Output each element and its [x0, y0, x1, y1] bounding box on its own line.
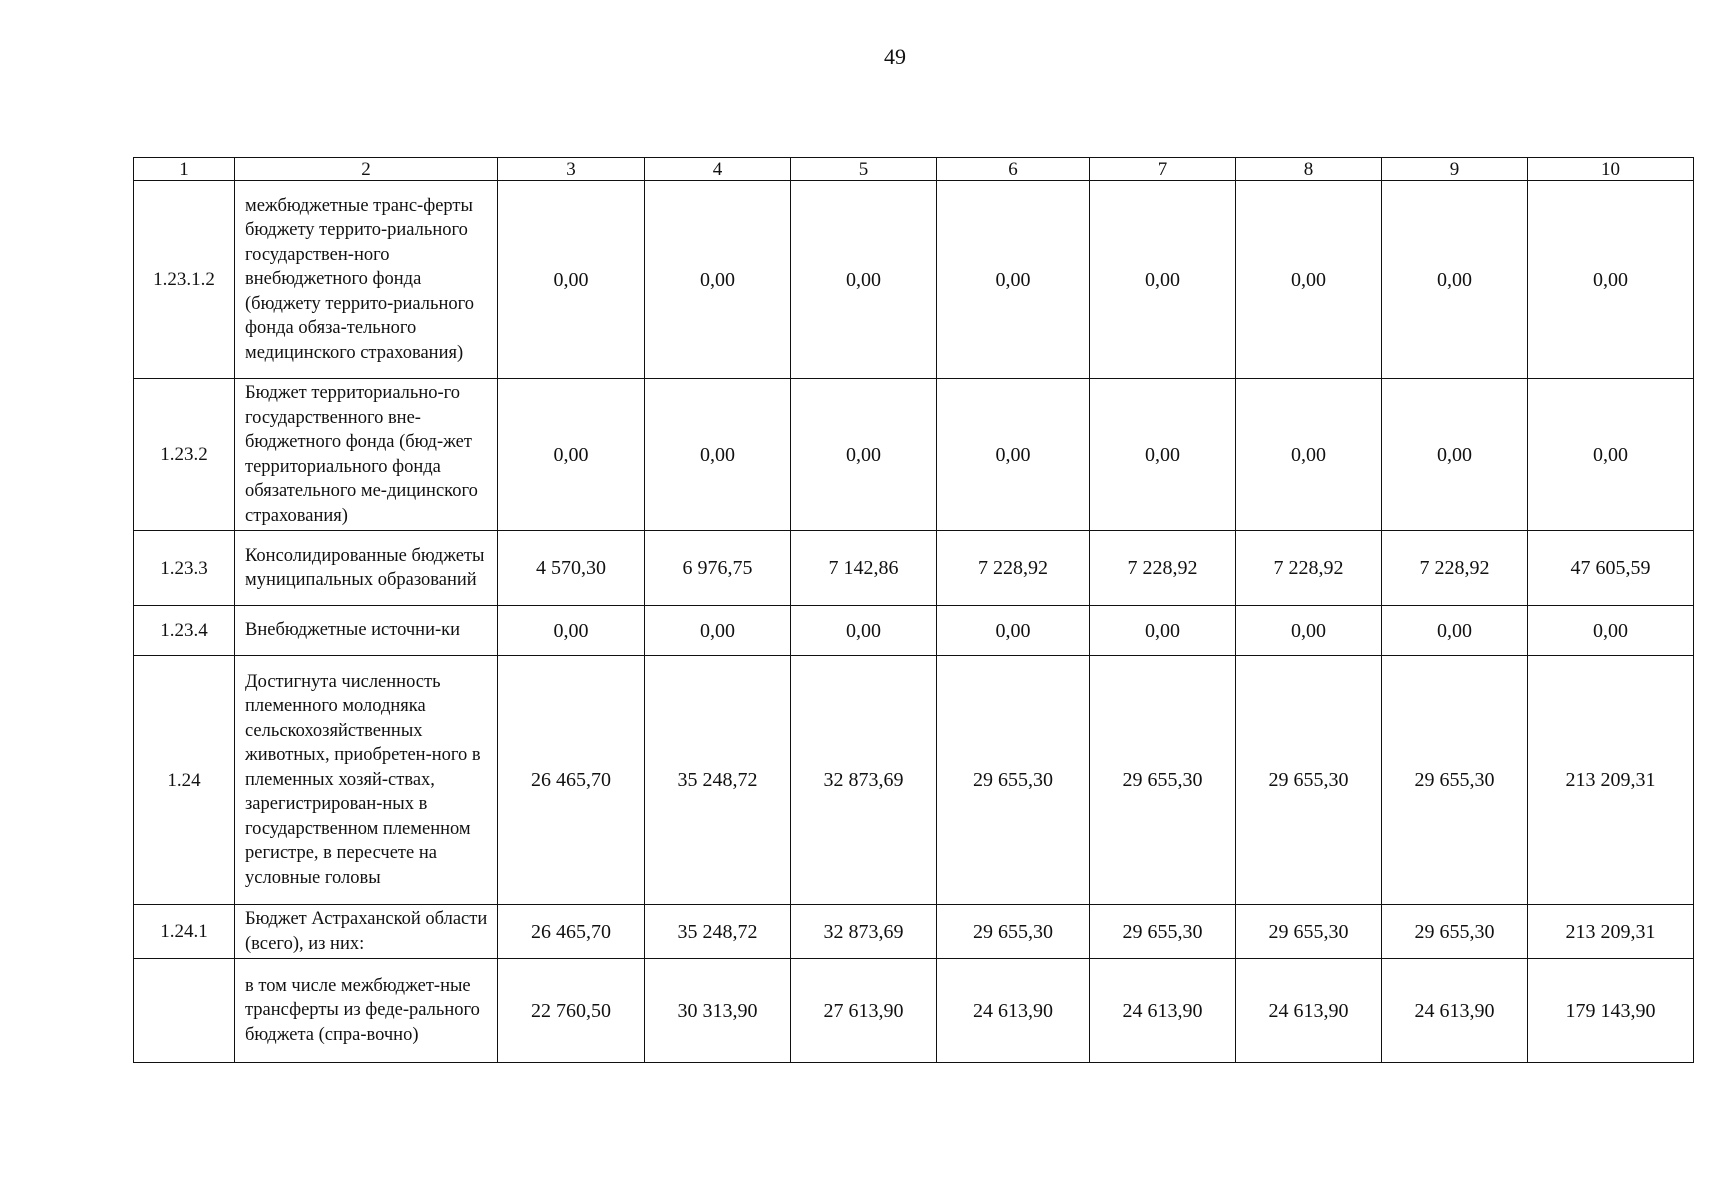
value-cell: 213 209,31	[1528, 656, 1694, 905]
value-cell: 0,00	[1090, 379, 1236, 531]
row-code: 1.23.2	[134, 379, 235, 531]
value-cell: 27 613,90	[791, 959, 937, 1063]
row-code: 1.23.1.2	[134, 181, 235, 379]
table-row	[134, 181, 1694, 379]
page-number: 49	[884, 44, 906, 69]
value-cell: 7 228,92	[1382, 531, 1528, 606]
row-description: Бюджет Астраханской области (всего), из них:	[235, 905, 498, 959]
table-row	[134, 959, 1694, 1063]
value-cell: 0,00	[1382, 379, 1528, 531]
value-cell: 7 228,92	[937, 531, 1090, 606]
value-cell: 0,00	[1528, 606, 1694, 656]
row-description: Достигнута численность племенного молодняка сельскохозяйственных животных, приобретен-ного в племенных хозяй-ствах, зарегистрирован-ных в государственном племенном регистре, в пересчете на условные головы	[235, 656, 498, 905]
value-cell: 47 605,59	[1528, 531, 1694, 606]
table-row	[134, 606, 1694, 656]
value-cell: 32 873,69	[791, 905, 937, 959]
value-cell: 29 655,30	[1382, 905, 1528, 959]
value-cell: 6 976,75	[645, 531, 791, 606]
row-description: межбюджетные транс-ферты бюджету террито-риального государствен-ного внебюджетного фонда (бюджету террито-риального фонда обяза-тельного медицинского страхования)	[235, 181, 498, 379]
value-cell: 213 209,31	[1528, 905, 1694, 959]
value-cell: 24 613,90	[1236, 959, 1382, 1063]
column-header: 7	[1090, 158, 1236, 181]
column-header: 1	[134, 158, 235, 181]
value-cell: 0,00	[1528, 181, 1694, 379]
value-cell: 22 760,50	[498, 959, 645, 1063]
value-cell: 29 655,30	[1382, 656, 1528, 905]
data-table	[133, 157, 1694, 1063]
row-code	[134, 959, 235, 1063]
value-cell: 24 613,90	[1382, 959, 1528, 1063]
value-cell: 0,00	[791, 181, 937, 379]
value-cell: 35 248,72	[645, 905, 791, 959]
column-header: 6	[937, 158, 1090, 181]
value-cell: 0,00	[1090, 181, 1236, 379]
value-cell: 29 655,30	[937, 905, 1090, 959]
value-cell: 0,00	[1382, 181, 1528, 379]
value-cell: 7 228,92	[1236, 531, 1382, 606]
value-cell: 0,00	[1382, 606, 1528, 656]
value-cell: 29 655,30	[1236, 656, 1382, 905]
column-header: 10	[1528, 158, 1694, 181]
value-cell: 0,00	[1090, 606, 1236, 656]
value-cell: 4 570,30	[498, 531, 645, 606]
value-cell: 29 655,30	[1090, 905, 1236, 959]
column-header: 2	[235, 158, 498, 181]
value-cell: 0,00	[498, 606, 645, 656]
column-header: 8	[1236, 158, 1382, 181]
value-cell: 24 613,90	[1090, 959, 1236, 1063]
row-code: 1.23.3	[134, 531, 235, 606]
value-cell: 0,00	[1236, 181, 1382, 379]
value-cell: 0,00	[1236, 606, 1382, 656]
table-header-row	[134, 158, 1694, 181]
value-cell: 30 313,90	[645, 959, 791, 1063]
value-cell: 26 465,70	[498, 656, 645, 905]
row-description: Бюджет территориально-го государственного вне-бюджетного фонда (бюд-жет территориального фонда обязательного ме-дицинского страхования)	[235, 379, 498, 531]
value-cell: 35 248,72	[645, 656, 791, 905]
value-cell: 0,00	[937, 606, 1090, 656]
value-cell: 7 142,86	[791, 531, 937, 606]
value-cell: 26 465,70	[498, 905, 645, 959]
table-row	[134, 379, 1694, 531]
value-cell: 32 873,69	[791, 656, 937, 905]
value-cell: 0,00	[1236, 379, 1382, 531]
row-description: в том числе межбюджет-ные трансферты из феде-рального бюджета (спра-вочно)	[235, 959, 498, 1063]
table-row	[134, 656, 1694, 905]
value-cell: 0,00	[937, 379, 1090, 531]
column-header: 3	[498, 158, 645, 181]
column-header: 5	[791, 158, 937, 181]
value-cell: 7 228,92	[1090, 531, 1236, 606]
value-cell: 29 655,30	[1236, 905, 1382, 959]
table-row	[134, 905, 1694, 959]
value-cell: 0,00	[937, 181, 1090, 379]
column-header: 4	[645, 158, 791, 181]
row-description: Консолидированные бюджеты муниципальных образований	[235, 531, 498, 606]
value-cell: 179 143,90	[1528, 959, 1694, 1063]
value-cell: 0,00	[1528, 379, 1694, 531]
column-header: 9	[1382, 158, 1528, 181]
value-cell: 24 613,90	[937, 959, 1090, 1063]
value-cell: 29 655,30	[1090, 656, 1236, 905]
value-cell: 0,00	[498, 379, 645, 531]
row-code: 1.24.1	[134, 905, 235, 959]
row-code: 1.23.4	[134, 606, 235, 656]
value-cell: 0,00	[645, 379, 791, 531]
value-cell: 29 655,30	[937, 656, 1090, 905]
table-row	[134, 531, 1694, 606]
value-cell: 0,00	[645, 606, 791, 656]
value-cell: 0,00	[791, 606, 937, 656]
value-cell: 0,00	[498, 181, 645, 379]
value-cell: 0,00	[791, 379, 937, 531]
value-cell: 0,00	[645, 181, 791, 379]
row-code: 1.24	[134, 656, 235, 905]
row-description: Внебюджетные источни-ки	[235, 606, 498, 656]
